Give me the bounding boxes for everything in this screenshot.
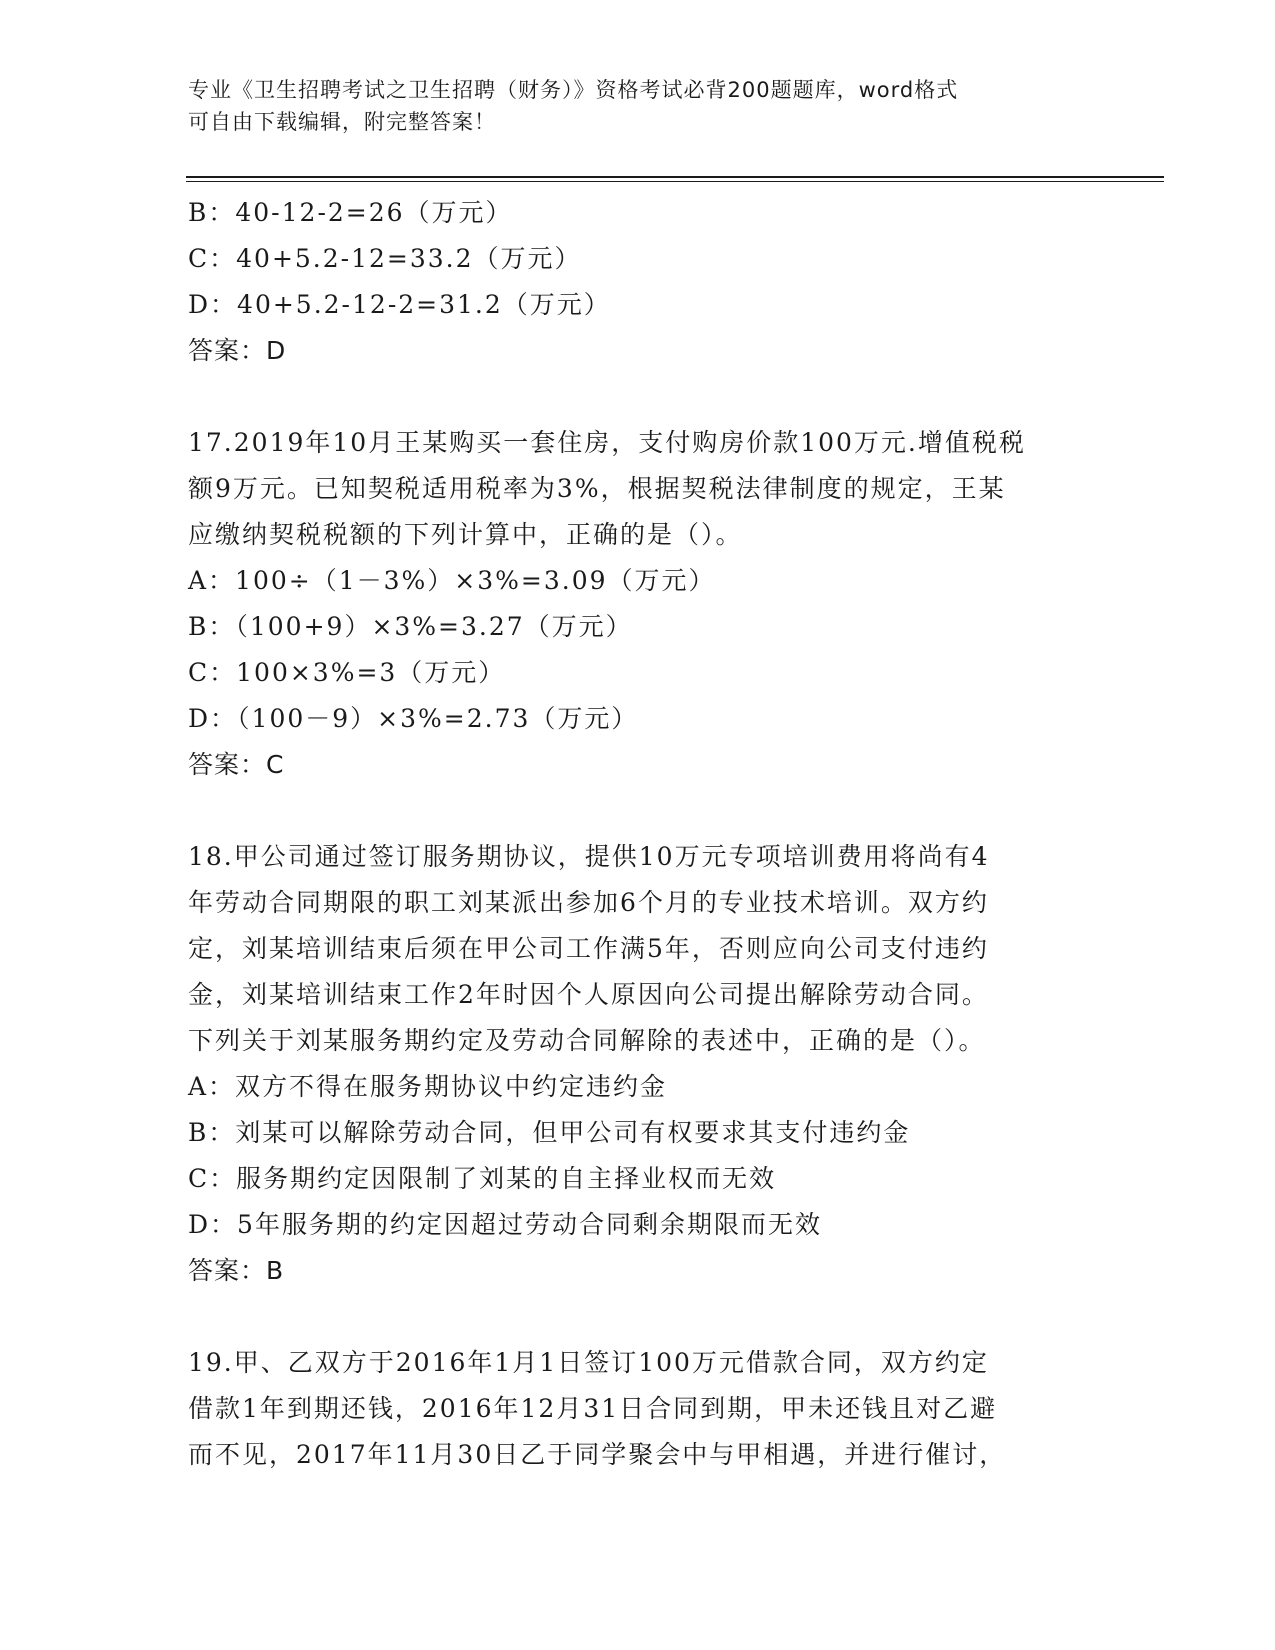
header-rule-thin xyxy=(186,181,1164,182)
header-title-line2: 可自由下载编辑，附完整答案！ xyxy=(188,110,496,134)
option-b: B：（100+9）×3%=3.27（万元） xyxy=(188,612,633,641)
option-d: D：5年服务期的约定因超过劳动合同剩余期限而无效 xyxy=(188,1210,822,1239)
option-c: C：40+5.2-12=33.2（万元） xyxy=(188,244,582,273)
option-c: C：100×3%=3（万元） xyxy=(188,658,506,687)
question-stem-line: 年劳动合同期限的职工刘某派出参加6个月的专业技术培训。双方约 xyxy=(188,888,989,917)
question-18 xyxy=(188,834,1088,1294)
question-17 xyxy=(188,420,1088,788)
option-a: A：双方不得在服务期协议中约定违约金 xyxy=(188,1072,668,1101)
page-header xyxy=(188,74,1088,138)
option-b: B：刘某可以解除劳动合同，但甲公司有权要求其支付违约金 xyxy=(188,1118,911,1147)
answer-line: 答案：C xyxy=(188,750,285,779)
question-stem-line: 金，刘某培训结束工作2年时因个人原因向公司提出解除劳动合同。 xyxy=(188,980,989,1009)
option-b: B：40-12-2=26（万元） xyxy=(188,198,513,227)
header-title-line1: 专业《卫生招聘考试之卫生招聘（财务）》资格考试必背200题题库，word格式 xyxy=(188,78,959,102)
header-rule-thick xyxy=(186,176,1164,178)
option-a: A：100÷（1－3%）×3%=3.09（万元） xyxy=(188,566,716,595)
question-stem-line: 而不见，2017年11月30日乙于同学聚会中与甲相遇，并进行催讨， xyxy=(188,1440,1007,1469)
option-d: D：（100－9）×3%=2.73（万元） xyxy=(188,704,639,733)
question-stem-line: 定，刘某培训结束后须在甲公司工作满5年，否则应向公司支付违约 xyxy=(188,934,989,963)
question-stem-line: 借款1年到期还钱，2016年12月31日合同到期，甲未还钱且对乙避 xyxy=(188,1394,998,1423)
question-19 xyxy=(188,1340,1088,1478)
document-body xyxy=(188,190,1088,1478)
question-stem-line: 19.甲、乙双方于2016年1月1日签订100万元借款合同，双方约定 xyxy=(188,1348,989,1377)
option-c: C：服务期约定因限制了刘某的自主择业权而无效 xyxy=(188,1164,777,1193)
question-16-continued xyxy=(188,190,1088,374)
question-stem-line: 18.甲公司通过签订服务期协议，提供10万元专项培训费用将尚有4 xyxy=(188,842,990,871)
question-stem-line: 额9万元。已知契税适用税率为3%，根据契税法律制度的规定，王某 xyxy=(188,474,1006,503)
spacer xyxy=(188,788,1088,834)
question-stem-line: 下列关于刘某服务期约定及劳动合同解除的表述中，正确的是（）。 xyxy=(188,1026,986,1055)
option-d: D：40+5.2-12-2=31.2（万元） xyxy=(188,290,611,319)
spacer xyxy=(188,374,1088,420)
spacer xyxy=(188,1294,1088,1340)
question-stem-line: 应缴纳契税税额的下列计算中，正确的是（）。 xyxy=(188,520,743,549)
answer-line: 答案：B xyxy=(188,1256,285,1285)
question-stem-line: 17.2019年10月王某购买一套住房，支付购房价款100万元.增值税税 xyxy=(188,428,1026,457)
answer-line: 答案：D xyxy=(188,336,287,365)
